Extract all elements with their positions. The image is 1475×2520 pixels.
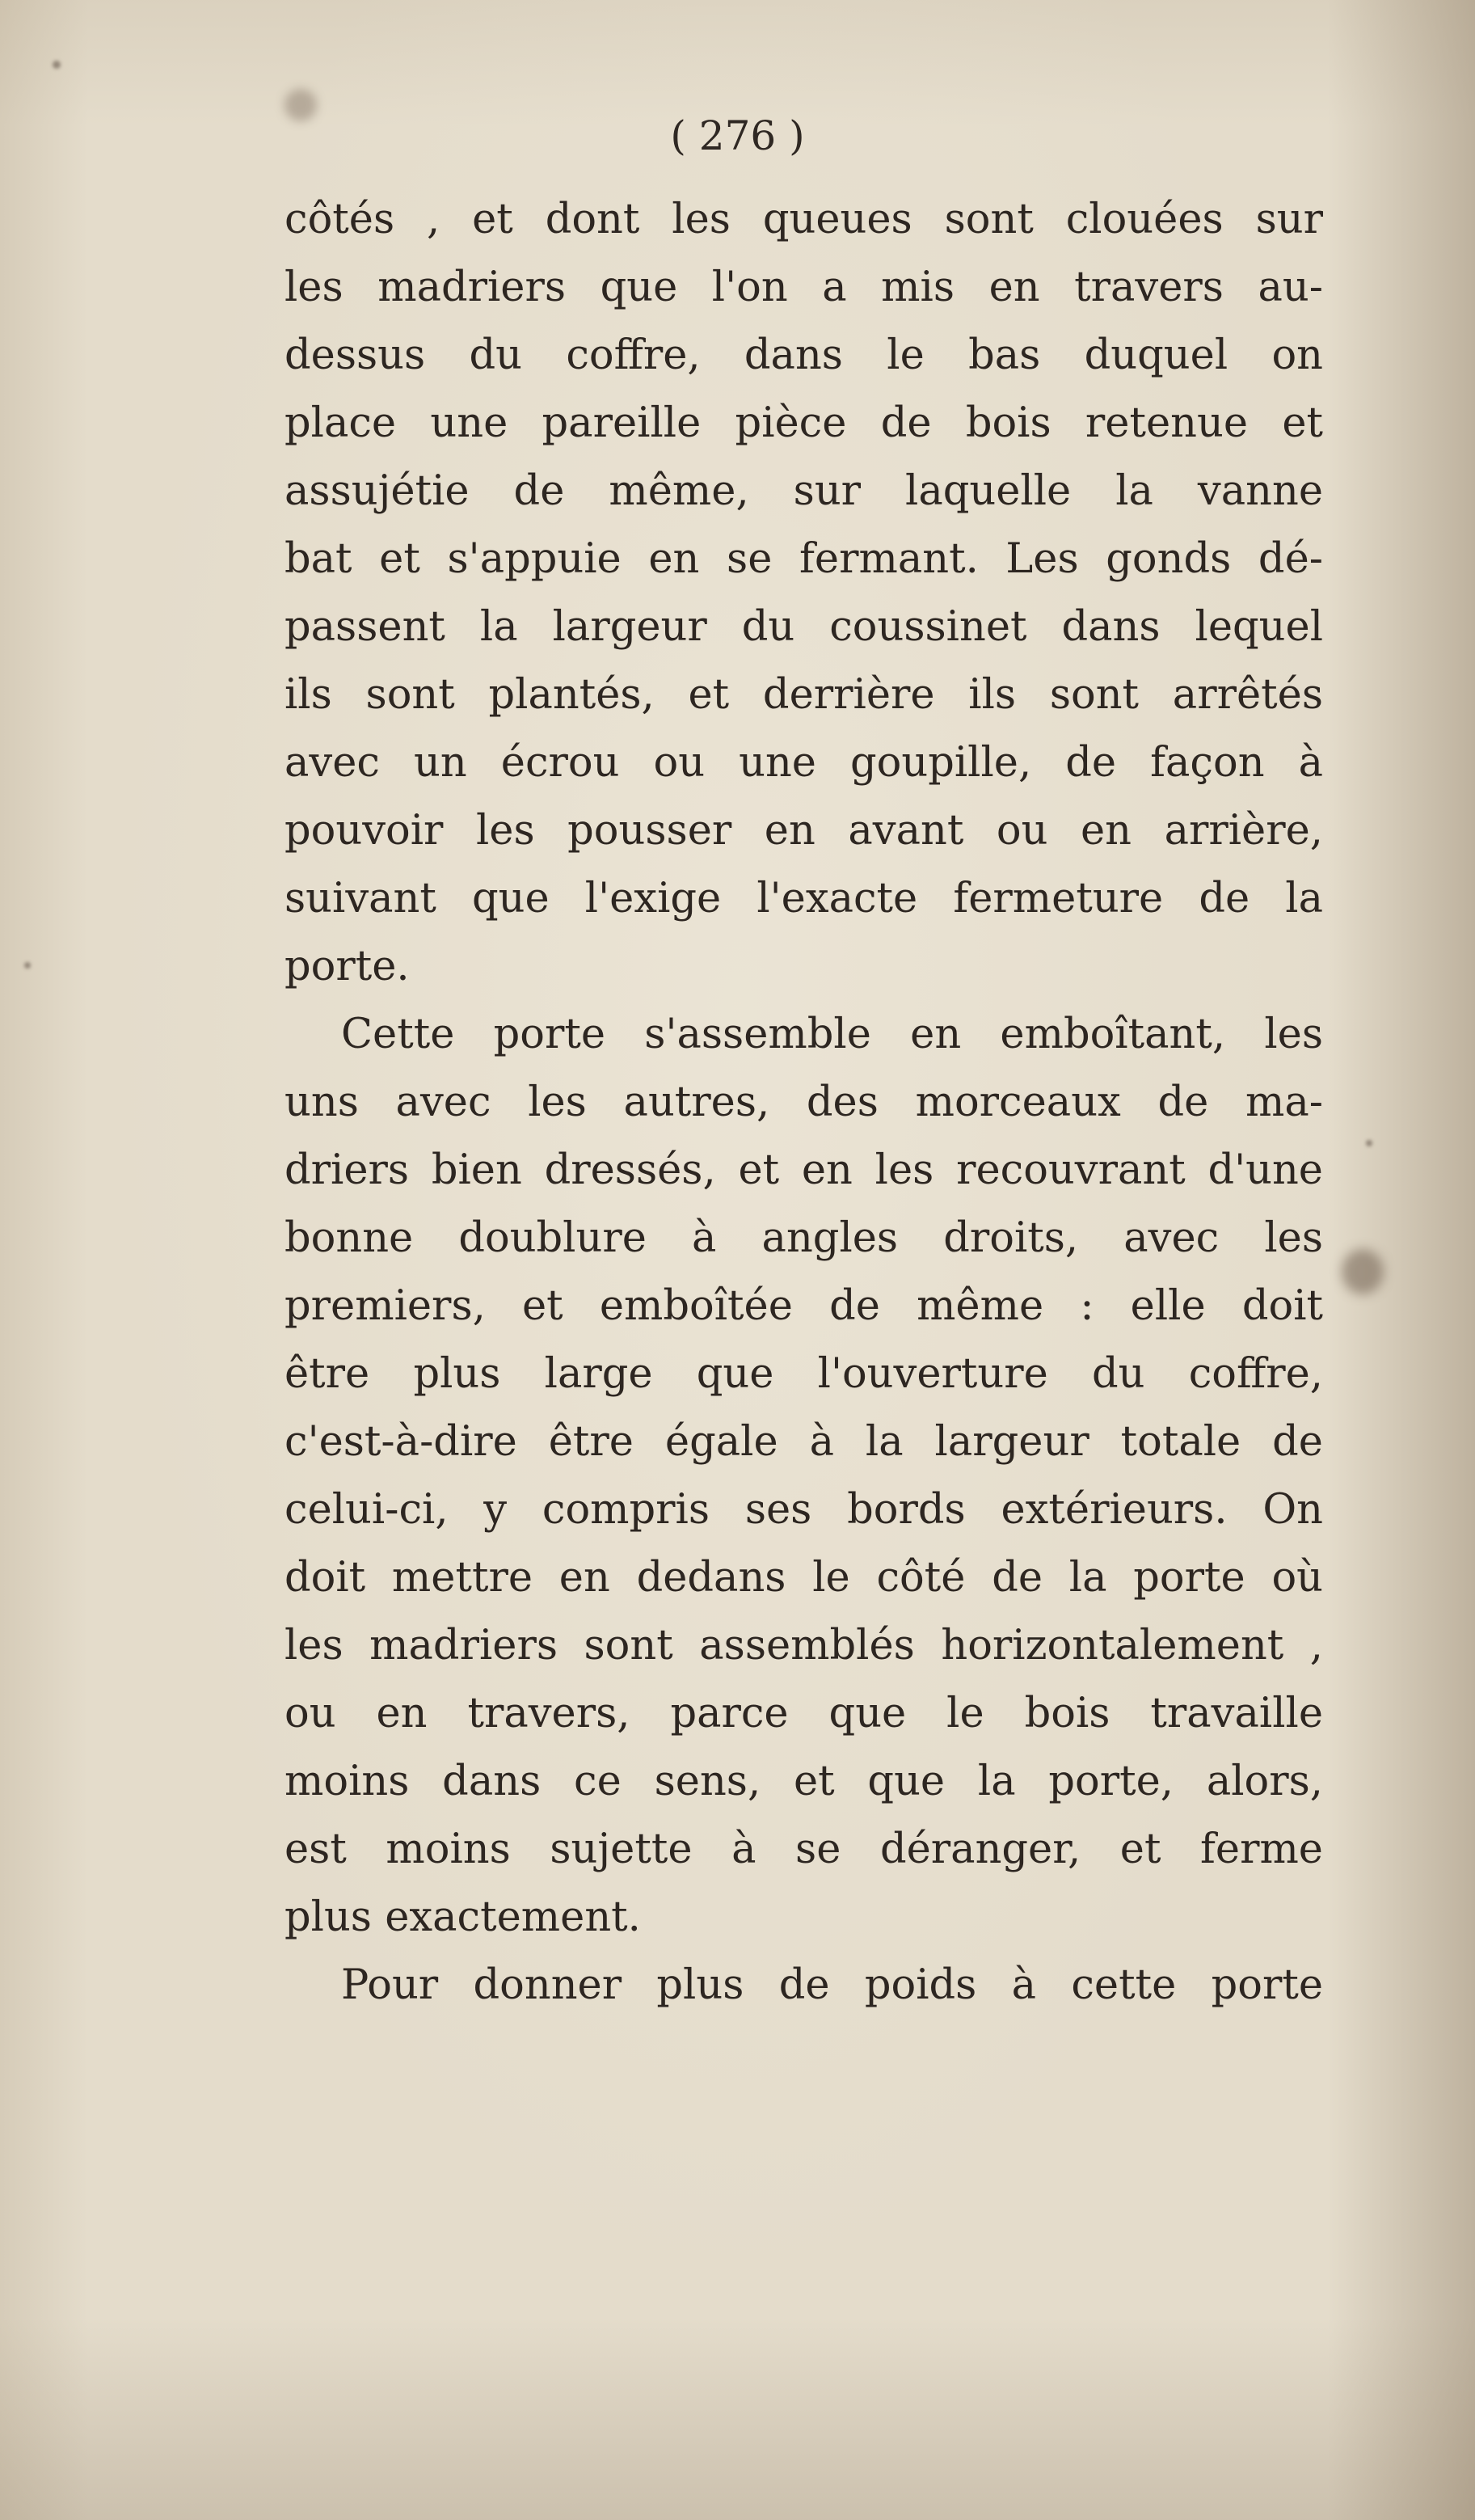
paragraph-3 bbox=[284, 1952, 1323, 2020]
text-line: assujétie de même, sur laquelle la vanne bbox=[284, 467, 1323, 515]
ink-spot bbox=[53, 61, 61, 69]
ink-spot bbox=[1342, 1249, 1384, 1294]
ink-spot bbox=[24, 962, 31, 969]
text-line: plus exactement. bbox=[284, 1893, 641, 1941]
text-line: les madriers sont assemblés horizontalement , bbox=[284, 1622, 1323, 1669]
ink-spot bbox=[1366, 1140, 1372, 1146]
text-line: moins dans ce sens, et que la porte, alors, bbox=[284, 1758, 1323, 1805]
text-line: est moins sujette à se déranger, et ferme bbox=[284, 1826, 1323, 1873]
text-line: c'est-à-dire être égale à la largeur totale de bbox=[284, 1418, 1323, 1466]
text-line: uns avec les autres, des morceaux de ma- bbox=[284, 1078, 1323, 1126]
text-line: driers bien dressés, et en les recouvrant d'une bbox=[284, 1146, 1323, 1194]
body-text bbox=[284, 186, 1323, 2020]
text-line: côtés , et dont les queues sont clouées sur bbox=[284, 196, 1323, 243]
text-line: les madriers que l'on a mis en travers au- bbox=[284, 264, 1323, 311]
text-line: Cette porte s'assemble en emboîtant, les bbox=[341, 1011, 1323, 1058]
text-line: suivant que l'exige l'exacte fermeture de la bbox=[284, 875, 1323, 922]
paragraph-1 bbox=[284, 186, 1323, 1001]
text-line: celui-ci, y compris ses bords extérieurs. On bbox=[284, 1486, 1323, 1534]
text-line: Pour donner plus de poids à cette porte bbox=[341, 1961, 1323, 2009]
text-line: être plus large que l'ouverture du coffre, bbox=[284, 1350, 1323, 1398]
text-line: place une pareille pièce de bois retenue et bbox=[284, 399, 1323, 447]
text-line: pouvoir les pousser en avant ou en arrière, bbox=[284, 807, 1323, 855]
text-line: ou en travers, parce que le bois travaille bbox=[284, 1690, 1323, 1737]
text-line: bonne doublure à angles droits, avec les bbox=[284, 1214, 1323, 1262]
paragraph-2 bbox=[284, 1001, 1323, 1952]
text-line: avec un écrou ou une goupille, de façon à bbox=[284, 739, 1323, 787]
text-line: premiers, et emboîtée de même : elle doit bbox=[284, 1282, 1323, 1330]
text-line: dessus du coffre, dans le bas duquel on bbox=[284, 331, 1323, 379]
text-line: doit mettre en dedans le côté de la porte où bbox=[284, 1554, 1323, 1602]
text-line: porte. bbox=[284, 943, 410, 990]
text-line: bat et s'appuie en se fermant. Les gonds dé- bbox=[284, 535, 1323, 583]
text-line: passent la largeur du coussinet dans lequel bbox=[284, 603, 1323, 651]
text-line: ils sont plantés, et derrière ils sont arrêtés bbox=[284, 671, 1323, 719]
page-number: ( 276 ) bbox=[670, 112, 805, 159]
